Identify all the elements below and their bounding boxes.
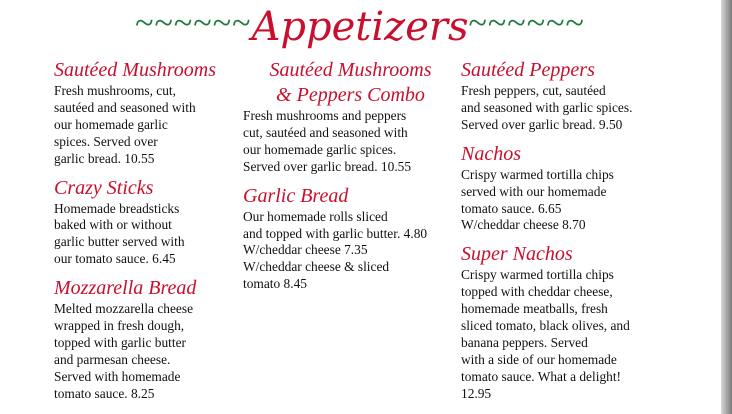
- menu-item-description: Fresh mushrooms and peppers cut, sautéed and seasoned with our homemade garlic spices. Served over garlic bread. 10.55: [243, 108, 412, 174]
- menu-item-description: Fresh peppers, cut, sautéed and seasoned with garlic spices. Served over garlic bread. 9.50: [461, 83, 633, 132]
- tilde-decoration-left: ~~~~~~: [135, 5, 252, 42]
- menu-item-name: Sautéed Mushrooms: [54, 59, 217, 81]
- menu-column-1: [54, 58, 244, 411]
- menu-item-sauteed-peppers: [461, 58, 711, 134]
- menu-item-garlic-bread: [243, 184, 458, 294]
- tilde-decoration-right: ~~~~~~: [468, 5, 585, 42]
- menu-header: [0, 4, 720, 50]
- menu-item-super-nachos: [461, 242, 711, 402]
- page-edge-shadow: [721, 0, 732, 414]
- menu-item-name: Sautéed Peppers: [461, 59, 595, 81]
- menu-item-description: Fresh mushrooms, cut, sautéed and seasoned with our homemade garlic spices. Served over garlic bread. 10.55: [54, 83, 196, 166]
- menu-item-mushrooms-peppers-combo: [243, 58, 458, 176]
- menu-item-sauteed-mushrooms: [54, 58, 244, 168]
- menu-column-3: [461, 58, 711, 411]
- menu-item-description: Crispy warmed tortilla chips topped with cheddar cheese, homemade meatballs, fresh sliced tomato, black olives, and banana peppers. Served with a side of our homemade tomato sauce. What a delight! 12.95: [461, 267, 630, 401]
- menu-item-nachos: [461, 142, 711, 235]
- menu-item-description: Crispy warmed tortilla chips served with our homemade tomato sauce. 6.65 W/cheddar cheese 8.70: [461, 166, 614, 233]
- menu-item-description: Melted mozzarella cheese wrapped in fresh dough, topped with garlic butter and parmesan cheese. Served with homemade tomato sauce. 8.25: [54, 301, 194, 401]
- menu-item-name: Garlic Bread: [243, 184, 349, 207]
- menu-item-name: Sautéed Mushrooms & Peppers Combo: [269, 59, 432, 106]
- menu-item-description: Homemade breadsticks baked with or without garlic butter served with our tomato sauce. 6.45: [54, 200, 185, 267]
- section-title: Appetizers: [251, 4, 469, 50]
- menu-item-name: Nachos: [461, 142, 521, 165]
- menu-item-mozzarella-bread: [54, 276, 244, 402]
- menu-column-2: [243, 58, 458, 301]
- menu-item-description: Our homemade rolls sliced and topped with garlic butter. 4.80 W/cheddar cheese 7.35 W/cheddar cheese & sliced tomato 8.45: [243, 208, 428, 292]
- menu-item-name: Crazy Sticks: [54, 176, 154, 199]
- menu-item-name: Mozzarella Bread: [54, 277, 197, 300]
- menu-item-crazy-sticks: [54, 176, 244, 269]
- menu-item-name: Super Nachos: [461, 243, 573, 266]
